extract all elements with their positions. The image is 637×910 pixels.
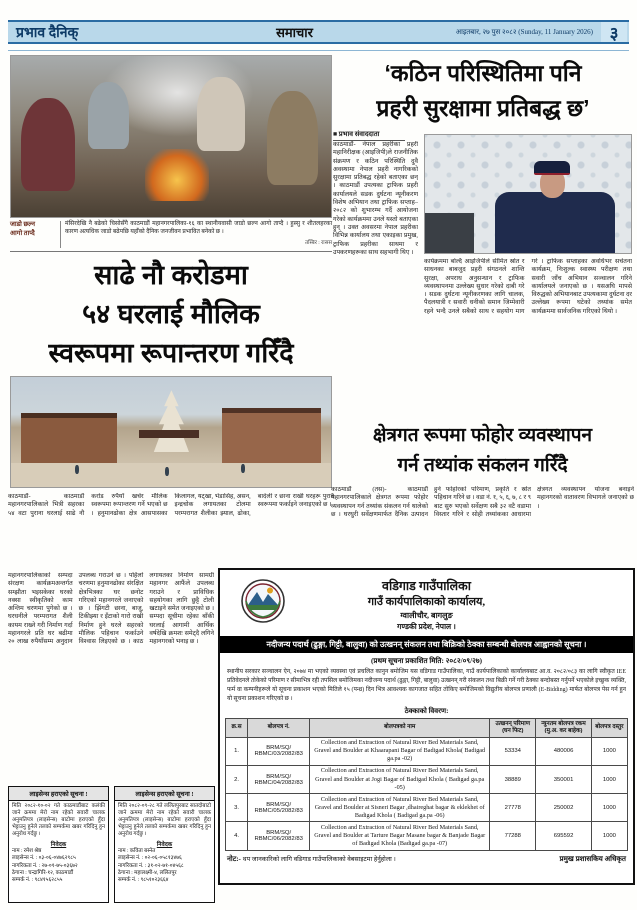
pagoda-shape bbox=[145, 390, 197, 452]
tender-publish-date: (प्रथम सूचना प्रकाशित मिति: २०८२/०९/२७) bbox=[371, 657, 482, 665]
applicant-field: नागरिकता नं. : २७-०१-७५-०३६७२ bbox=[12, 862, 78, 869]
police-headline: ‘कठिन परिस्थितिमा पनि प्रहरी सुरक्षामा प्रतिबद्ध छ’ bbox=[376, 60, 590, 121]
waste-body: काठमाडौं (तस)- काठमाडौं महानगरपालिकाले क्षेत्रगत रूपमा फोहोर व्यवस्थापन गर्न तथ्यांक संकलन गर्न थालेको छ । घरधुरी सर्वेक्षणमार्फत दैनिक उत्पादन हुने फोहोरको परिमाण, प्रकृति र स्रोत पहिचान गरिने छ । वडा नं. १, ५, ६, ७, ८ र ९ बाट सुरु भएको सर्वेक्षण सबै ३२ वटै वडामा विस्तार गरिने र सोही तथ्यांकका आधारमा क्षेत्रगत व्यवस्थापन योजना बनाइने महानगरको वातावरण विभागले जनाएको छ । bbox=[331, 486, 634, 518]
photo-credit: तस्बिर : रासस bbox=[305, 239, 332, 246]
section-rule bbox=[10, 251, 332, 252]
courtyard-shape bbox=[11, 463, 331, 487]
table-row: 1. BRM/SQ/ RBMC/03/2082/83 Collection and Extraction of Natural River Bed Materials Sand, Gravel and Boulder at Khaarapani Bagar of Badigad Khola( Badigad ga.pa -02) 53334 480006 1000 bbox=[226, 737, 628, 765]
roof-shape bbox=[139, 430, 199, 438]
building-shape bbox=[21, 413, 117, 466]
municipality-name: वडिगाड गाउँपालिका bbox=[382, 579, 471, 593]
podium-shape bbox=[425, 213, 474, 253]
person-shape bbox=[197, 77, 245, 151]
caption-label: जाडो छल्न आगो ताप्दै bbox=[10, 221, 36, 237]
person-shape bbox=[88, 82, 130, 150]
tender-table-title: ठेक्काको विवरण: bbox=[404, 707, 449, 715]
office-address: ग्वालीचौर, बागलुङ bbox=[400, 611, 453, 620]
applicant-field: ठेगाना : चन्द्रागिरि-१२, काठमाडौं bbox=[12, 869, 74, 876]
municipality-emblem-icon bbox=[240, 578, 286, 629]
col-fee: बोलपत्र दस्तुर bbox=[591, 719, 627, 738]
applicant-field: लाइसेन्स नं. : ०३-०६-०४७६२९८५ bbox=[12, 855, 76, 862]
col-bid-number: बोलपत्र नं. bbox=[248, 719, 310, 738]
applicant-field: नाम : रमेश श्रेष्ठ bbox=[12, 848, 42, 855]
masthead: प्रभाव दैनिक् bbox=[16, 25, 79, 41]
office-province: गण्डकी प्रदेश, नेपाल । bbox=[397, 622, 456, 631]
applicant-field: लाइसेन्स नं. : ०२-०६-०५८१३४७६ bbox=[118, 855, 182, 862]
table-row: 4. BRM/SQ/ RBMC/06/2082/83 Collection and Extraction of Natural River Bed Materials Sand, Gravel and Boulder at Tarture Bagar Masane bagar & Banjade Bagar of Badigad Khola (Badigad ga.pa -07) 77288 695592 1000 bbox=[226, 822, 628, 850]
heritage-body-top: काठमाडौं- काठमाडौं महानगरपालिकाले भित्री सहरका ५४ वटा पुराना घरलाई साढे नौ करोड रुपैयाँ खर्चेर मौलिक स्वरूपमा रूपान्तरण गर्ने भएको छ । हनुमानढोका क्षेत्र आसपासका किलागल, यट्खा, भेडासिंह, असन, इन्द्रचोक लगायतका टोलमा परम्परागत शैलीका झ्याल, ढोका, बार्दली र छाना राखी घरहरू पुरानै स्वरूपमा फर्काइने जनाइएको छ । bbox=[8, 493, 334, 517]
person-shape bbox=[75, 465, 79, 474]
lead-photo-caption bbox=[10, 221, 332, 248]
police-officer-photo bbox=[424, 134, 632, 254]
page-number: ३ bbox=[601, 22, 627, 42]
notice-title: लाइसेन्स हराएको सूचना ! bbox=[115, 787, 214, 801]
tender-note: नोट:- थप जानकारिको लागि वडिगाड गाउँपालिकाको वेबसाइटमा हेर्नुहोला । bbox=[227, 854, 396, 863]
signatory: प्रमुख प्रशासकिय अधिकृत bbox=[559, 854, 626, 863]
caption-text: मंसिरदेखि नै बढेको चिसोसँगै काठमाडौं महानगरपालिका-१६ का स्थानीयवासी जाडो छल्न आगो ताप्दै । हुस्सु र शीतलहरका कारण अत्यधिक जाडो बढेपछि यहाँको दैनिक जनजीवन प्रभावित बनेको छ । bbox=[65, 221, 332, 235]
notice-body: मिति २०८२-०९-२८ गते ललितपुरबाट सातदोबाटो जाने क्रममा मेरो नाम रहेको सवारी चालक अनुमतिपत्र (लाइसेन्स) बाटोमा हराएको हुँदा भेट्टाउनु हुनेले तलको सम्पर्कमा खबर गरिदिनु हुन अनुरोध गर्दछु । bbox=[118, 803, 211, 838]
table-row: 3. BRM/SQ/ RBMC/05/2082/83 Collection and Extraction of Natural River Bed Materials Sand, Gravel and Boulder at Sisneri Bagar ,dhaireghat bagar & eklekhet of Badigad Khola ( Badigad ga.pa -06) 27778 250002 1000 bbox=[226, 794, 628, 822]
header-rule bbox=[8, 50, 629, 51]
person-shape bbox=[267, 91, 318, 184]
police-body-rest: कार्यक्रममा बोल्दै आइजिपीले सीमित स्रोत र साधनका बाबजुद प्रहरी संगठनले शान्ति सुरक्षा, अपराध अनुसन्धान र ट्राफिक व्यवस्थापनमा उल्लेख्य सुधार गरेको दाबी गरे । सडक दुर्घटना न्यूनीकरणका लागि चालक, पैदलयात्री र सवारी धनीको समान जिम्मेवारी रहने भन्दै उनले सबैको साथ र सहयोग माग गरे । ट्राफिक सप्ताहका अवधिभर सचेतना कार्यक्रम, निःशुल्क स्वास्थ्य परीक्षण तथा सवारी जाँच अभियान सञ्चालन गरिने कार्यालयले जनाएको छ । यसअघि मापसे विरुद्धको अभियानबाट उपत्यकामा दुर्घटना दर उल्लेख्य रूपमा घटेको तथ्यांक समेत कार्यक्रममा सार्वजनिक गरिएको थियो । bbox=[424, 258, 632, 315]
col-bid-name: बोलपत्रको नाम bbox=[310, 719, 490, 738]
applicant-heading: निवेदक bbox=[50, 842, 67, 849]
applicant-field: सम्पर्क नं. : ९८४१५६२८५५ bbox=[12, 877, 63, 884]
applicant-field: नाम : कविता बस्नेत bbox=[118, 848, 156, 855]
notice-body: मिति २०८२-१०-०२ गते काठमाडौंबाट कलंकी जाने क्रममा मेरो नाम रहेको सवारी चालक अनुमतिपत्र (लाइसेन्स) बाटोमा हराएको हुँदा भेट्टाउनु हुनेले तलको सम्पर्कमा खबर गरिदिनु हुन अनुरोध गर्दछु । bbox=[12, 803, 105, 838]
note-label: नोट:- bbox=[227, 854, 241, 863]
office-name: गाउँ कार्यपालिकाको कार्यालय, bbox=[367, 596, 486, 608]
police-body-col1: काठमाडौं- नेपाल प्रहरीका प्रहरी महानिरीक्षक (आइजिपी)ले राजनीतिक संक्रमण र कठिन परिस्थिति दुवै अवस्थामा नेपाल प्रहरी नागरिकको सुरक्षामा प्रतिबद्ध रहेको बताएका छन् । काठमाडौं उपत्यका ट्राफिक प्रहरी कार्यालयले सडक दुर्घटना न्यूनीकरण विशेष अभियान तथा ट्राफिक सप्ताह–२०८२ को शुभारम्भ गर्दै आयोजना गरेको कार्यक्रममा उनले यस्तो बताएका हुन् । उक्त अवसरमा नेपाल प्रहरीका विभिन्न कार्यालय तथा एकाइका प्रमुख, ट्राफिक प्रहरीका साथमा र उपकरणहरूका साथ सहभागी थिए । bbox=[333, 141, 418, 256]
lost-license-notice-1 bbox=[8, 786, 109, 903]
tender-title-bar: नदीजन्य पदार्थ (ढुङ्गा, गिट्टी, बालुवा) को उत्खनन् संकलन तथा बिक्रिको ठेक्का सम्बन्धी बोलपत्र आह्वानको सूचना । bbox=[220, 636, 633, 653]
page-header bbox=[8, 20, 629, 44]
applicant-field: ठेगाना : महालक्ष्मी-४, ललितपुर bbox=[118, 869, 177, 876]
byline: ■ प्रभाव संवाददाता bbox=[333, 129, 405, 141]
col-serial: क्र.स bbox=[226, 719, 248, 738]
notice-title: लाइसेन्स हराएको सूचना ! bbox=[9, 787, 108, 801]
applicant-heading: निवेदक bbox=[156, 842, 173, 849]
temple-photo bbox=[10, 376, 332, 488]
tender-table bbox=[225, 718, 628, 851]
tender-intro-text: स्थानीय सरकार सञ्चालन ऐन, २०७४ मा भएको व्यवस्था एवं प्रचलित कानुन बमोजिम यस वडिगाड गाउँपालिका, गाउँ कार्यपालिकाको कार्यालयबाट आ.व. २०८२/०८३ का लागि स्वीकृत IEE प्रतिवेदनले तोकेको परिमाण र सीमाभित्र रही तपसिल बमोजिमका नदीजन्य पदार्थ (ढुङ्गा, गिट्टी, बालुवा) उत्खनन् गरी संकलन तथा बिक्री गर्ने गरी ठेक्का बन्दोबस्त गर्नुपर्ने भएकोले इच्छुक व्यक्ति, फर्म वा कम्पनीहरूले यो सूचना प्रकाशन भएको मितिले १५ (पन्ध्र) दिन भित्र आवश्यक कागजात सहित तोकिए बमोजिमको विद्युतीय बोलपत्र प्रणाली (E-Bidding) मार्फत बोलपत्र पेस गर्न हुन यो सूचना प्रकाशन गरिएको छ । bbox=[227, 669, 626, 702]
officer-body-shape bbox=[495, 192, 614, 253]
applicant-field: सम्पर्क नं. : ९८५१०२३६६४ bbox=[118, 877, 169, 884]
lost-license-notice-2 bbox=[114, 786, 215, 903]
fire-glow-shape bbox=[145, 149, 209, 201]
officer-cap-shape bbox=[534, 161, 570, 175]
col-min-amount: न्युनतम बोलपत्र रकम (मु.अ. कर बाहेक) bbox=[536, 719, 591, 738]
col-quantity: उत्खनन् परिमाण (घन फिट) bbox=[490, 719, 536, 738]
table-header-row bbox=[226, 719, 628, 738]
tender-footer bbox=[220, 851, 633, 864]
applicant-field: नागरिकता नं. : ३१-०२-७१-०४५६८ bbox=[118, 862, 184, 869]
table-row: 2. BRM/SQ/ RBMC/04/2082/83 Collection and Extraction of Natural River Bed Materials Sand, Gravel and Boulder at Jogi Bagar of Badigad Khola ( Badigad ga.pa -05) 38889 350001 1000 bbox=[226, 765, 628, 793]
heritage-body-bottom: महानगरपालिकाको सम्पदा संरक्षण कार्यक्रमअन्तर्गत सम्झौता भइसकेका घरको नक्सा स्वीकृतिको काम अन्तिम चरणमा पुगेको छ । घरधनीले परम्परागत शैली कायम राख्ने गरी निर्माण गर्दा महानगरले प्रति घर बढीमा २० लाख रुपैयाँसम्म अनुदान उपलब्ध गराउने छ । पहिलो चरणमा हनुमानढोका संरक्षित क्षेत्रभित्रका घर छनोट गरिएको महानगरले जनाएको छ । झिंगटी छाना, बाजु, टिकीझ्या र इँटाको गारो राखी निर्माण हुने घरले सहरको मौलिक पहिचान फर्काउने विश्वास लिइएको छ । काठ लगायतका निर्माण सामग्री महानगर आफैंले उपलब्ध गराउने र प्राविधिक सहयोगका लागि छुट्टै टोली खटाइने समेत जनाइएको छ । सम्पदा सूचीमा रहेका बाँकी घरलाई आगामी आर्थिक वर्षदेखि क्रमशः समेट्दै लगिने महानगरको भनाइ छ । bbox=[8, 572, 214, 646]
fire-photo bbox=[10, 55, 332, 218]
waste-headline: क्षेत्रगत रूपमा फोहोर व्यवस्थापन गर्न तथ्यांक संकलन गरिँदै bbox=[372, 425, 593, 476]
person-shape bbox=[21, 98, 75, 191]
building-shape bbox=[222, 408, 321, 468]
section-title: समाचार bbox=[276, 25, 313, 40]
heritage-headline: साढे नौ करोडमा ५४ घरलाई मौलिक स्वरूपमा रूपान्तरण गरिँदै bbox=[48, 260, 294, 368]
issue-date: आइतबार, २७ पुस २०८२ (Sunday, 11 January 2026) bbox=[455, 27, 593, 36]
person-shape bbox=[165, 467, 169, 476]
caption-divider bbox=[60, 221, 61, 248]
tender-notice-box bbox=[218, 568, 635, 885]
